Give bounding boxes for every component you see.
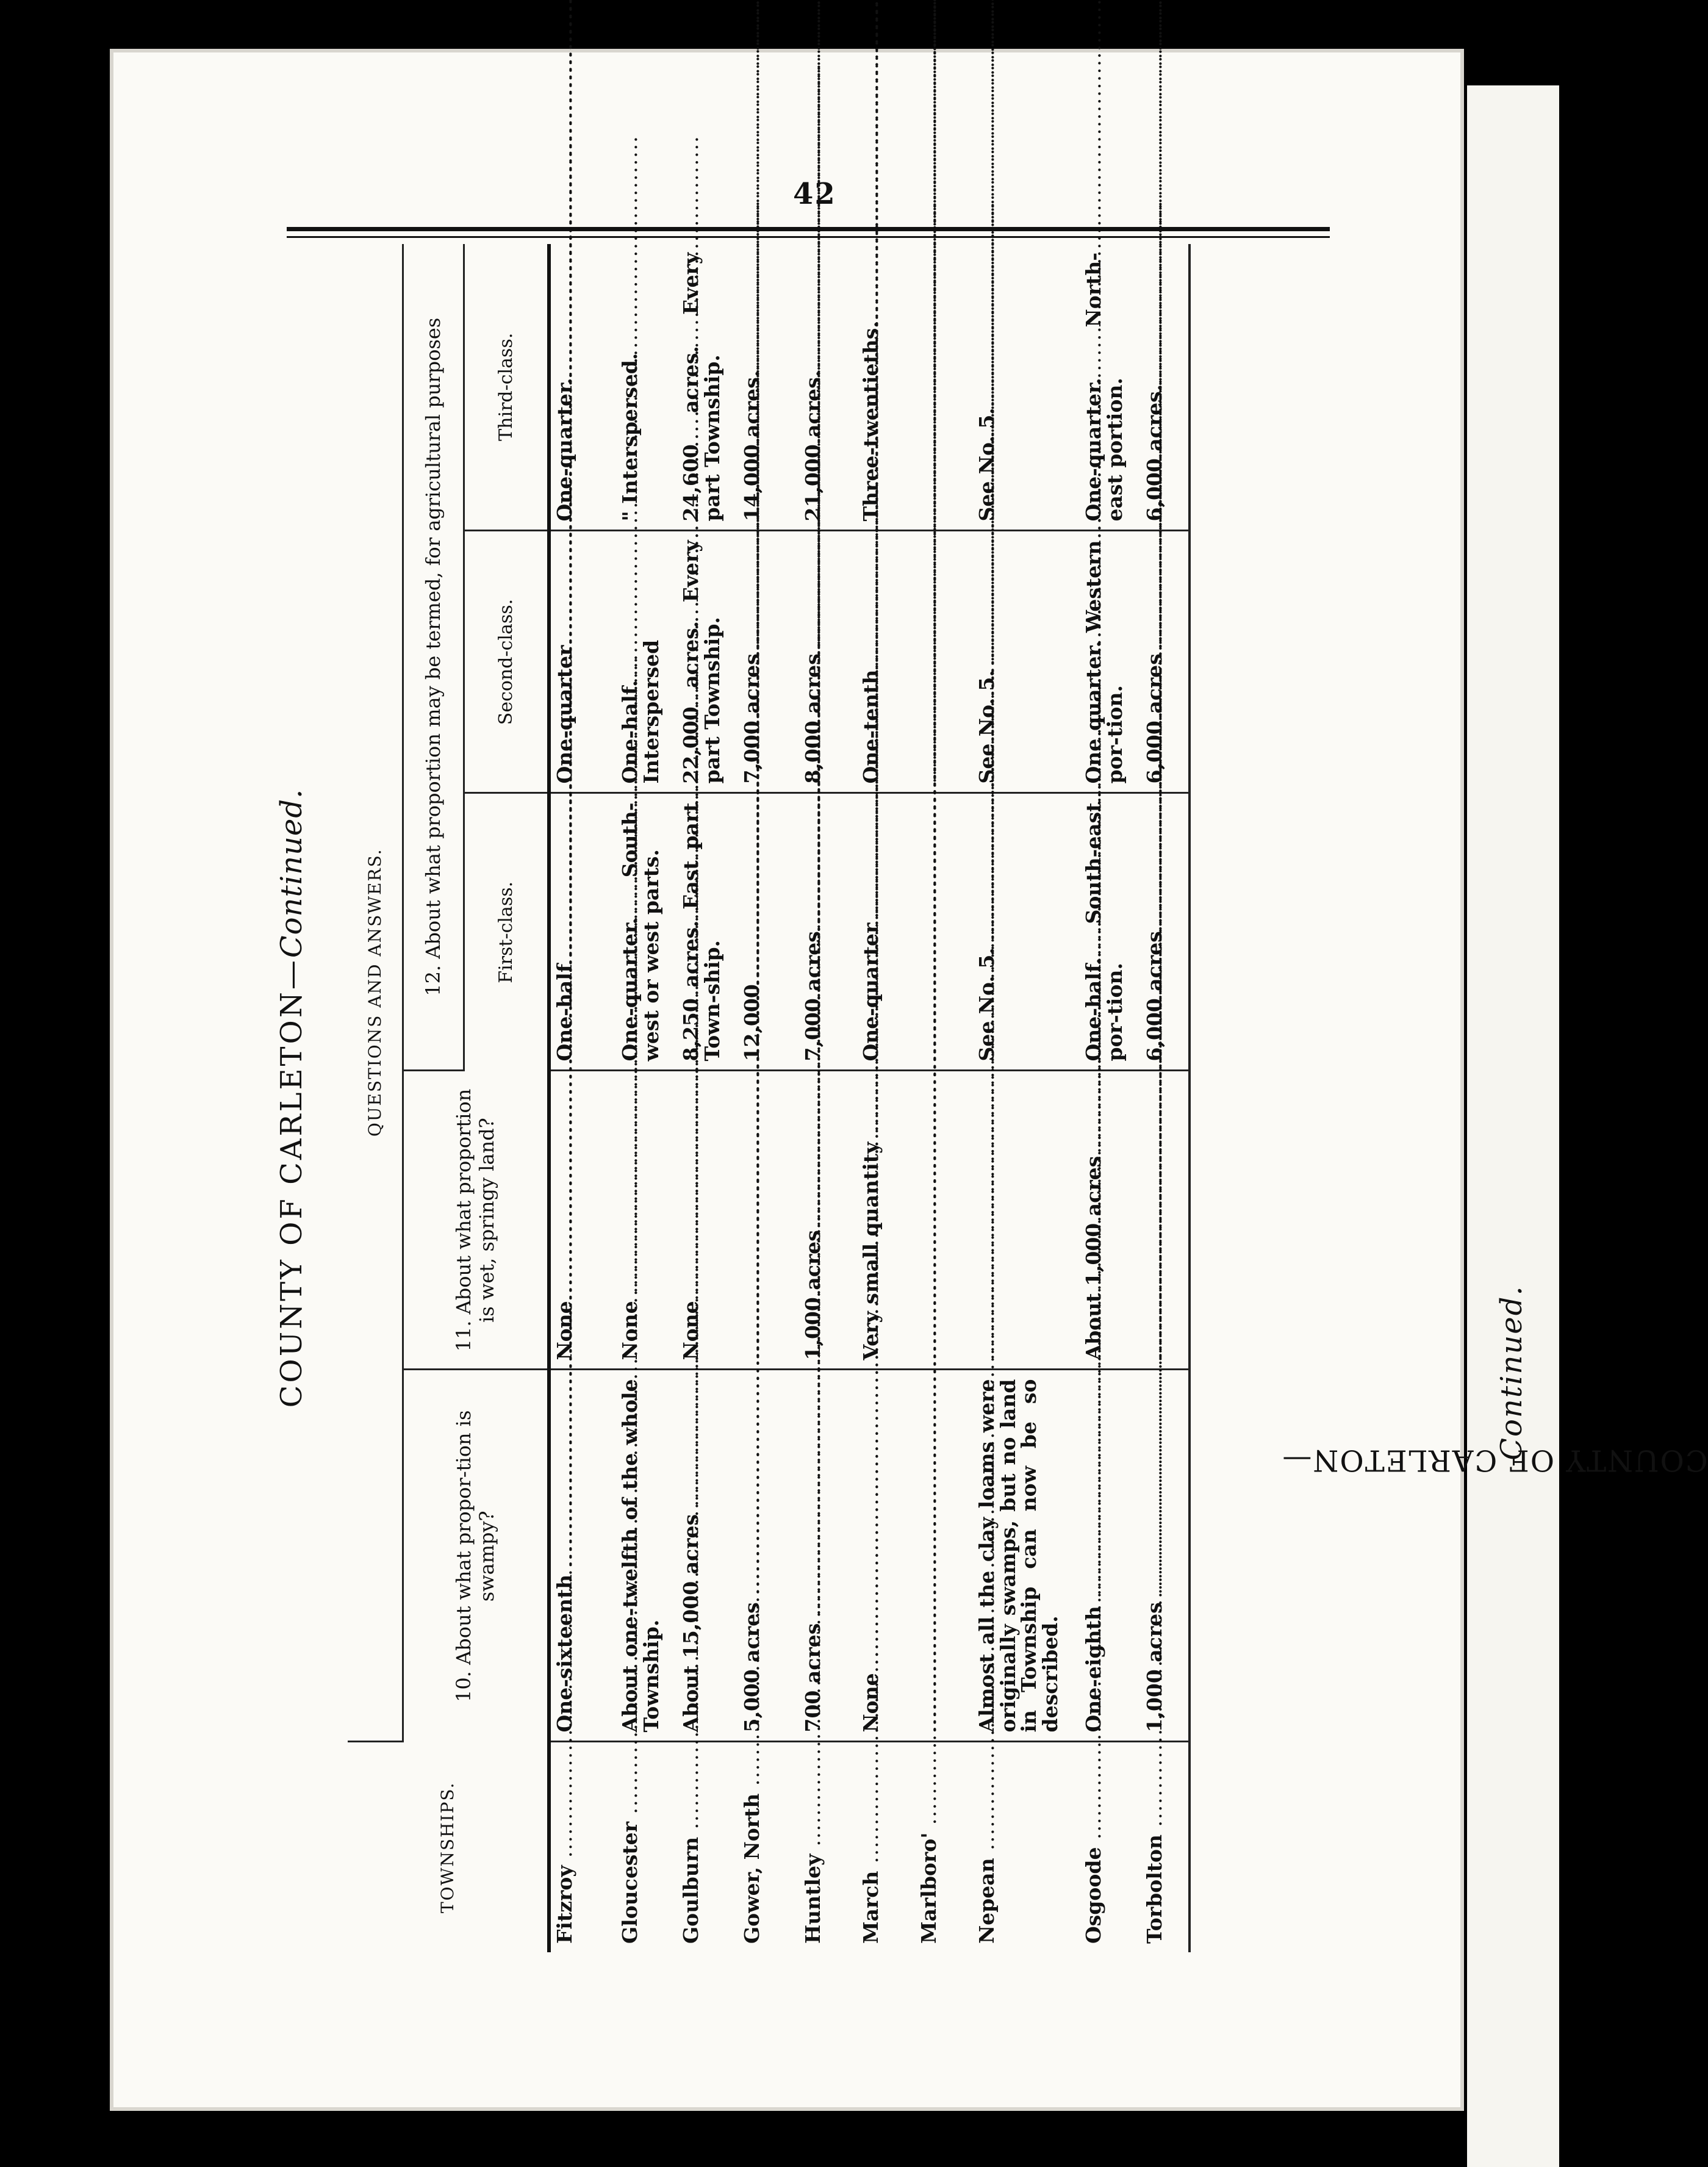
cell-q10: One-sixteenth ..... [554, 1379, 612, 1733]
cell-third-class: " Interspersed. [618, 353, 642, 522]
page-number: 42 [793, 177, 836, 211]
table-row [1141, 244, 1190, 1952]
cell-third-class: See No. 5. [975, 408, 999, 522]
township-name: Gloucester ..... [620, 1752, 673, 1944]
q12-header: 12. About what proportion may be termed, for agricultural purposes [403, 244, 464, 1071]
cell-first-class: One-quarter. South-west or west parts. [618, 802, 663, 1062]
questions-table [348, 244, 1299, 1952]
township-name: March ..... [861, 1752, 911, 1944]
cell-q10: About one-twelfth of the whole Township. [618, 1379, 663, 1733]
cell-third-class: 14,000 acres. [740, 370, 764, 522]
cell-second-class: 8,000 acres ..... [803, 541, 853, 784]
facing-page-edge [1467, 85, 1559, 2167]
cell-q10 [919, 1379, 969, 1733]
cell-first-class: One-quarter ..... [861, 803, 911, 1062]
questions-and-answers-header: QUESTIONS AND ANSWERS. [348, 244, 403, 1742]
cell-third-class: 6,000 acres. [1143, 384, 1166, 522]
cell-second-class: 6,000 acres ..... [1144, 541, 1185, 784]
cell-q10: About 15,000 acres ..... [681, 1379, 734, 1733]
cell-q11: None ..... [681, 1080, 734, 1360]
cell-q10: None ..... [861, 1379, 911, 1733]
first-class-header: First-class. [464, 793, 549, 1071]
township-name: Nepean ..... [977, 1752, 1076, 1944]
cell-second-class: One quarter. Western por-tion. [1082, 540, 1127, 784]
county-title: COUNTY OF CARLETON—Continued. [274, 788, 309, 1408]
rotated-table-block [274, 244, 1312, 1952]
cell-first-class [919, 803, 969, 1062]
table-row [915, 244, 973, 1952]
cell-third-class: One-quarter. [553, 378, 576, 522]
township-name: Goulburn ..... [681, 1752, 734, 1944]
third-class-header: Third-class. [464, 244, 549, 531]
cell-q10: Almost all the clay loams were originally swamps, but no land in Township can now be so described. [975, 1379, 1062, 1733]
table-row [857, 244, 915, 1952]
q11-header: 11. About what proportion is wet, springy land? [403, 1071, 549, 1370]
second-class-header: Second-class. [464, 531, 549, 793]
cell-q11 [742, 1080, 795, 1360]
q10-header: 10. About what propor-tion is swampy? [403, 1370, 549, 1742]
township-name: Torbolton ..... [1144, 1752, 1185, 1944]
table-row [677, 244, 738, 1952]
table-row [616, 244, 677, 1952]
cell-q11: Very small quantity ..... [861, 1080, 911, 1360]
cell-first-class: 6,000 acres ..... [1144, 803, 1185, 1062]
cell-q11 [919, 1080, 969, 1360]
cell-second-class: One-half. Interspersed [618, 639, 663, 784]
table-row [1080, 244, 1141, 1952]
cell-first-class: One-half. South-east por-tion. [1082, 802, 1127, 1062]
cell-q10: 5,000 acres ..... [742, 1379, 795, 1733]
cell-q10: 700 acres ..... [803, 1379, 853, 1733]
township-name: Osgoode ..... [1083, 1752, 1137, 1944]
cell-second-class: 22,000 acres. Every part Township. [679, 540, 724, 784]
townships-header: TOWNSHIPS. [348, 1742, 549, 1952]
table-row [799, 244, 857, 1952]
table-bottom-rule [1190, 244, 1299, 1952]
cell-q11: None ..... [620, 1080, 673, 1360]
table-row [973, 244, 1080, 1952]
cell-third-class: 21,000 acres. [801, 370, 825, 522]
cell-first-class: One-half ..... [554, 803, 612, 1062]
township-name: Fitzroy ..... [554, 1752, 612, 1944]
cell-second-class: One-quarter ..... [554, 541, 612, 784]
table-row [738, 244, 799, 1952]
cell-q11: 1,000 acres ..... [803, 1080, 853, 1360]
cell-first-class: 7,000 acres ..... [803, 803, 853, 1062]
cell-q10: One-eighth ..... [1083, 1379, 1137, 1733]
table-row [549, 244, 616, 1952]
township-name: Gower, North ..... [742, 1752, 795, 1944]
cell-first-class: See No. 5. ..... [977, 803, 1076, 1062]
cell-q11: About 1,000 acres ..... [1083, 1080, 1137, 1360]
cell-first-class: 12,000 ..... [742, 803, 795, 1062]
cell-q10: 1,000 acres ..... [1144, 1379, 1185, 1733]
cell-first-class: 8,250 acres. East part Town-ship. [679, 802, 724, 1062]
cell-second-class: 7,000 acres ..... [742, 541, 795, 784]
cell-third-class: One-quarter. North-east portion. [1082, 252, 1127, 522]
cell-q11: None ..... [554, 1080, 612, 1360]
cell-second-class [919, 541, 969, 784]
cell-q11 [1144, 1080, 1185, 1360]
cell-third-class [919, 253, 969, 522]
cell-second-class: One-tenth ..... [861, 541, 911, 784]
cell-third-class: 24,600 acres. Every part Township. [679, 252, 724, 522]
cell-second-class: See No. 5. ..... [977, 541, 1076, 784]
cell-q11 [977, 1080, 1076, 1360]
township-name: Marlboro' ..... [919, 1752, 969, 1944]
township-name: Huntley ..... [803, 1752, 853, 1944]
cell-third-class: Three-twentieths. [859, 321, 883, 522]
